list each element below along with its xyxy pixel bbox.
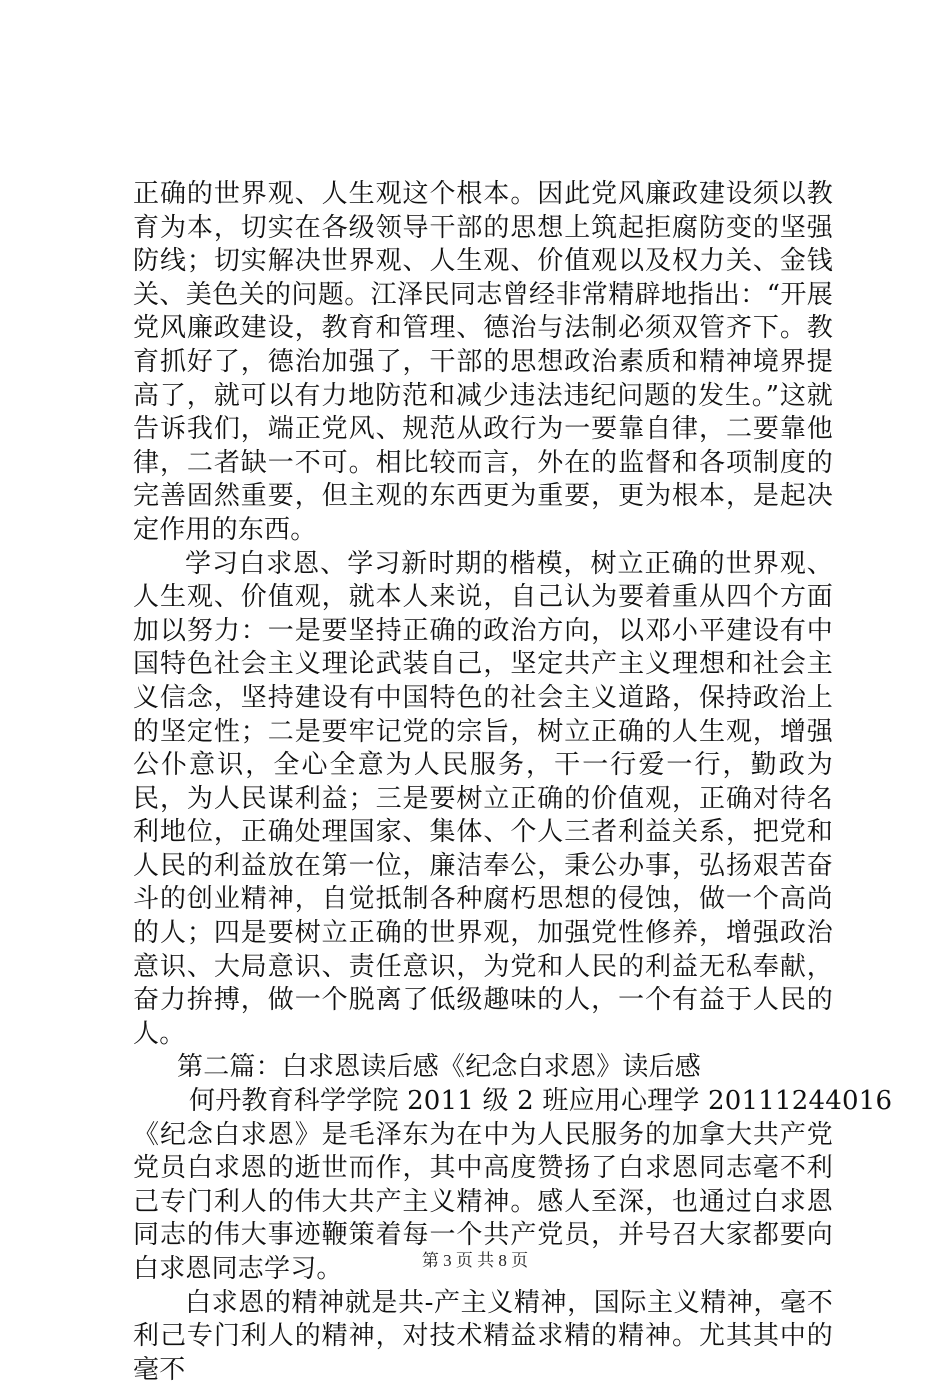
document-body bbox=[133, 178, 893, 1387]
paragraph-continuation: 正确的世界观、人生观这个根本。因此党风廉政建设须以教育为本，切实在各级领导干部的思想上筑起拒腐防变的坚强防线；切实解决世界观、人生观、价值观以及权力关、金钱关、美色关的问题。江泽民同志曾经非常精辟地指出：“开展党风廉政建设，教育和管理、德治与法制必须双管齐下。教育抓好了，德治加强了，干部的思想政治素质和精神境界提高了，就可以有力地防范和减少违法违纪问题的发生。”这就告诉我们，端正党风、规范从政行为一要靠自律，二要靠他律，二者缺一不可。相比较而言，外在的监督和各项制度的完善固然重要，但主观的东西更为重要，更为根本，是起决定作用的东西。 bbox=[133, 179, 833, 545]
page-footer: 第 3 页 共 8 页 bbox=[421, 1251, 529, 1270]
paragraph-intro: 《纪念白求恩》是毛泽东为在中为人民服务的加拿大共产党党员白求恩的逝世而作，其中高度赞扬了白求恩同志毫不利己专门利人的伟大共产主义精神。感人至深，也通过白求恩同志的伟大事迹鞭策着每一个共产党员，并号召大家都要向白求恩同志学习。 bbox=[133, 1119, 833, 1284]
paragraph-spirit: 白求恩的精神就是共-产主义精神，国际主义精神，毫不利己专门利人的精神，对技术精益求精的精神。尤其其中的毫不 bbox=[133, 1287, 833, 1385]
author-byline: 何丹教育科学学院 2011 级 2 班应用心理学 20111244016 bbox=[189, 1086, 893, 1117]
section-heading: 第二篇：白求恩读后感《纪念白求恩》读后感 bbox=[177, 1052, 702, 1083]
paragraph-four-aspects: 学习白求恩、学习新时期的楷模，树立正确的世界观、人生观、价值观，就本人来说，自己认为要着重从四个方面加以努力：一是要坚持正确的政治方向，以邓小平建设有中国特色社会主义理论武装自己，坚定共产主义理想和社会主义信念，坚持建设有中国特色的社会主义道路，保持政治上的坚定性；二是要牢记党的宗旨，树立正确的人生观，增强公仆意识，全心全意为人民服务，干一行爱一行，勤政为民，为人民谋利益；三是要树立正确的价值观，正确对待名利地位，正确处理国家、集体、个人三者利益关系，把党和人民的利益放在第一位，廉洁奉公，秉公办事，弘扬艰苦奋斗的创业精神，自觉抵制各种腐朽思想的侵蚀，做一个高尚的人；四是要树立正确的世界观，加强党性修养，增强政治意识、大局意识、责任意识，为党和人民的利益无私奉献，奋力拚搏，做一个脱离了低级趣味的人，一个有益于人民的人。 bbox=[133, 548, 833, 1049]
